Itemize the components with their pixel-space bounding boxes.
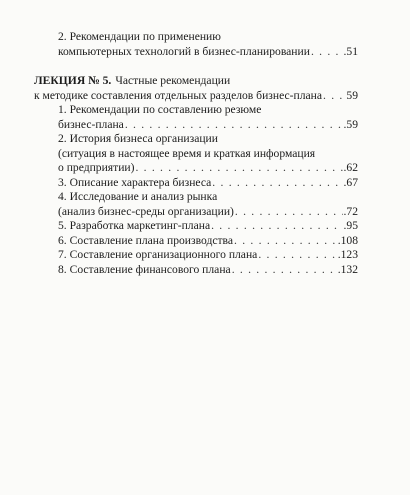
toc-entry-text: компьютерных технологий в бизнес-планировании — [58, 45, 310, 58]
toc-page-number: .95 — [343, 219, 358, 232]
leader-dots — [258, 247, 336, 263]
toc-entry-text: 4. Исследование и анализ рынка — [58, 190, 218, 203]
toc-entry-text: 7. Составление организационного плана — [58, 248, 258, 261]
leader-dots — [135, 160, 342, 176]
toc-page-number: .123 — [337, 248, 358, 261]
toc-entry-text: (ситуация в настоящее время и краткая информация — [58, 147, 316, 160]
toc-line — [58, 102, 358, 118]
toc-entry-text: Частные рекомендации — [115, 74, 231, 87]
toc-entry-text: (анализ бизнес-среды организации) — [58, 205, 234, 218]
toc-entry-text: 2. Рекомендации по применению — [58, 30, 221, 43]
toc-page-number: .132 — [337, 263, 358, 276]
leader-dots — [211, 218, 342, 234]
toc-line — [58, 189, 358, 205]
toc-entry-text: к методике составления отдельных разделов бизнес-плана — [34, 89, 322, 102]
toc-line — [58, 131, 358, 147]
toc-page-number: .108 — [337, 234, 358, 247]
toc-page-number: .62 — [343, 161, 358, 174]
toc-entry-text: 2. История бизнеса организации — [58, 132, 218, 145]
toc-entry-text: 8. Составление финансового плана — [58, 263, 231, 276]
toc-line — [58, 44, 358, 60]
toc-line — [58, 29, 358, 45]
toc-line — [58, 160, 358, 176]
toc-line — [58, 247, 358, 263]
toc-line — [34, 73, 358, 89]
toc-entry-text: бизнес-плана — [58, 118, 124, 131]
toc-page-number: .51 — [343, 45, 358, 58]
toc-line — [58, 218, 358, 234]
toc-page-number: .72 — [343, 205, 358, 218]
toc-page-number: .59 — [343, 118, 358, 131]
toc-entry-text: 1. Рекомендации по составлению резюме — [58, 103, 262, 116]
leader-dots — [311, 44, 343, 60]
lecture-label: ЛЕКЦИЯ № 5. — [34, 74, 112, 87]
toc-entry-text: 6. Составление плана производства — [58, 234, 234, 247]
toc-entry-text: о предприятии) — [58, 161, 135, 174]
toc-entry-text: 3. Описание характера бизнеса — [58, 176, 212, 189]
toc-entry-text: 5. Разработка маркетинг-плана — [58, 219, 211, 232]
leader-dots — [232, 262, 337, 278]
toc-page-number: .67 — [343, 176, 358, 189]
toc-line — [58, 262, 358, 278]
toc-page-number: 59 — [346, 89, 358, 102]
